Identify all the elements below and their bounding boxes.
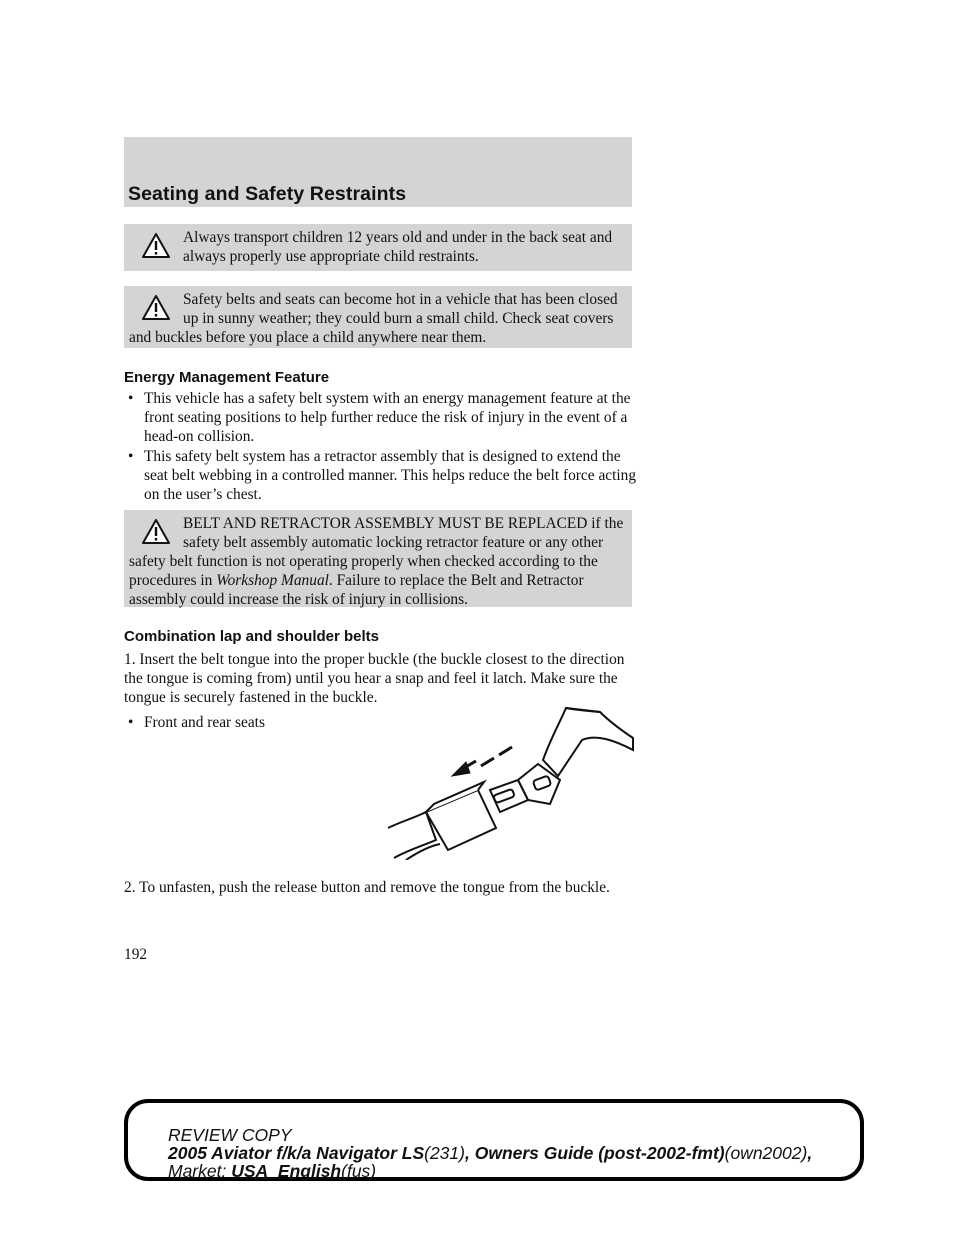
list-item: • This safety belt system has a retractor assembly that is designed to extend the seat belt webbing in a controlled manner. This helps reduce the belt force acting on the user’s chest. <box>128 448 637 503</box>
belt-webbing <box>543 708 633 776</box>
review-copy-label: REVIEW COPY <box>168 1125 292 1145</box>
energy-management-heading: Energy Management Feature <box>124 369 330 386</box>
warning-triangle-icon <box>141 232 171 260</box>
list-item: • This vehicle has a safety belt system with an energy management feature at the front seating positions to help further reduce the risk of injury in the event of a head-on collision. <box>128 390 631 445</box>
warning-text: Always transport children 12 years old and under in the back seat and always properly use appropriate child restraints. <box>183 229 613 265</box>
review-copy-footer <box>124 1099 864 1181</box>
warning-triangle-icon <box>141 518 171 546</box>
bullet-icon: • <box>128 448 134 465</box>
section-header <box>124 137 632 207</box>
insert-direction-arrow <box>452 747 512 776</box>
warning-text: Safety belts and seats can become hot in a vehicle that has been closed up in sunny weather; they could burn a small child. Check seat covers and buckles before you place a child anywhere near them. <box>129 291 618 346</box>
bullet-icon: • <box>128 714 134 731</box>
seat-belt-buckle-illustration <box>378 700 634 860</box>
step-1-text: 1. Insert the belt tongue into the proper buckle (the buckle closest to the direction the tongue is coming from) until you hear a snap and feel it latch. Make sure the tongue is securely fastened in the buckle. <box>124 651 625 706</box>
page-title: Seating and Safety Restraints <box>128 183 407 205</box>
page-number: 192 <box>124 946 148 963</box>
bullet-icon: • <box>128 390 134 407</box>
warning-triangle-icon <box>141 294 171 322</box>
step-2-text: 2. To unfasten, push the release button and remove the tongue from the buckle. <box>124 879 610 896</box>
belt-tongue <box>490 764 560 812</box>
warning-box-retractor <box>124 510 632 607</box>
list-item: • Front and rear seats <box>128 714 265 731</box>
warning-box-child-seating <box>124 224 632 271</box>
combination-belts-heading: Combination lap and shoulder belts <box>124 628 380 645</box>
document-id-line: 2005 Aviator f/k/a Navigator LS(231), Owners Guide (post-2002-fmt)(own2002), <box>168 1143 813 1163</box>
belt-buckle <box>388 782 496 860</box>
workshop-manual-reference: Workshop Manual <box>216 572 329 589</box>
market-line: Market: USA_English(fus) <box>168 1161 377 1181</box>
warning-box-hot-seats <box>124 286 632 348</box>
warning-text: BELT AND RETRACTOR ASSEMBLY MUST BE REPLACED if the safety belt assembly automatic locking retractor feature or any other safety belt function is not operating properly when checked according to the procedures in Workshop Manual. Failure to replace the Belt and Retractor assembly could increase the risk of injury in collisions. <box>129 515 624 608</box>
